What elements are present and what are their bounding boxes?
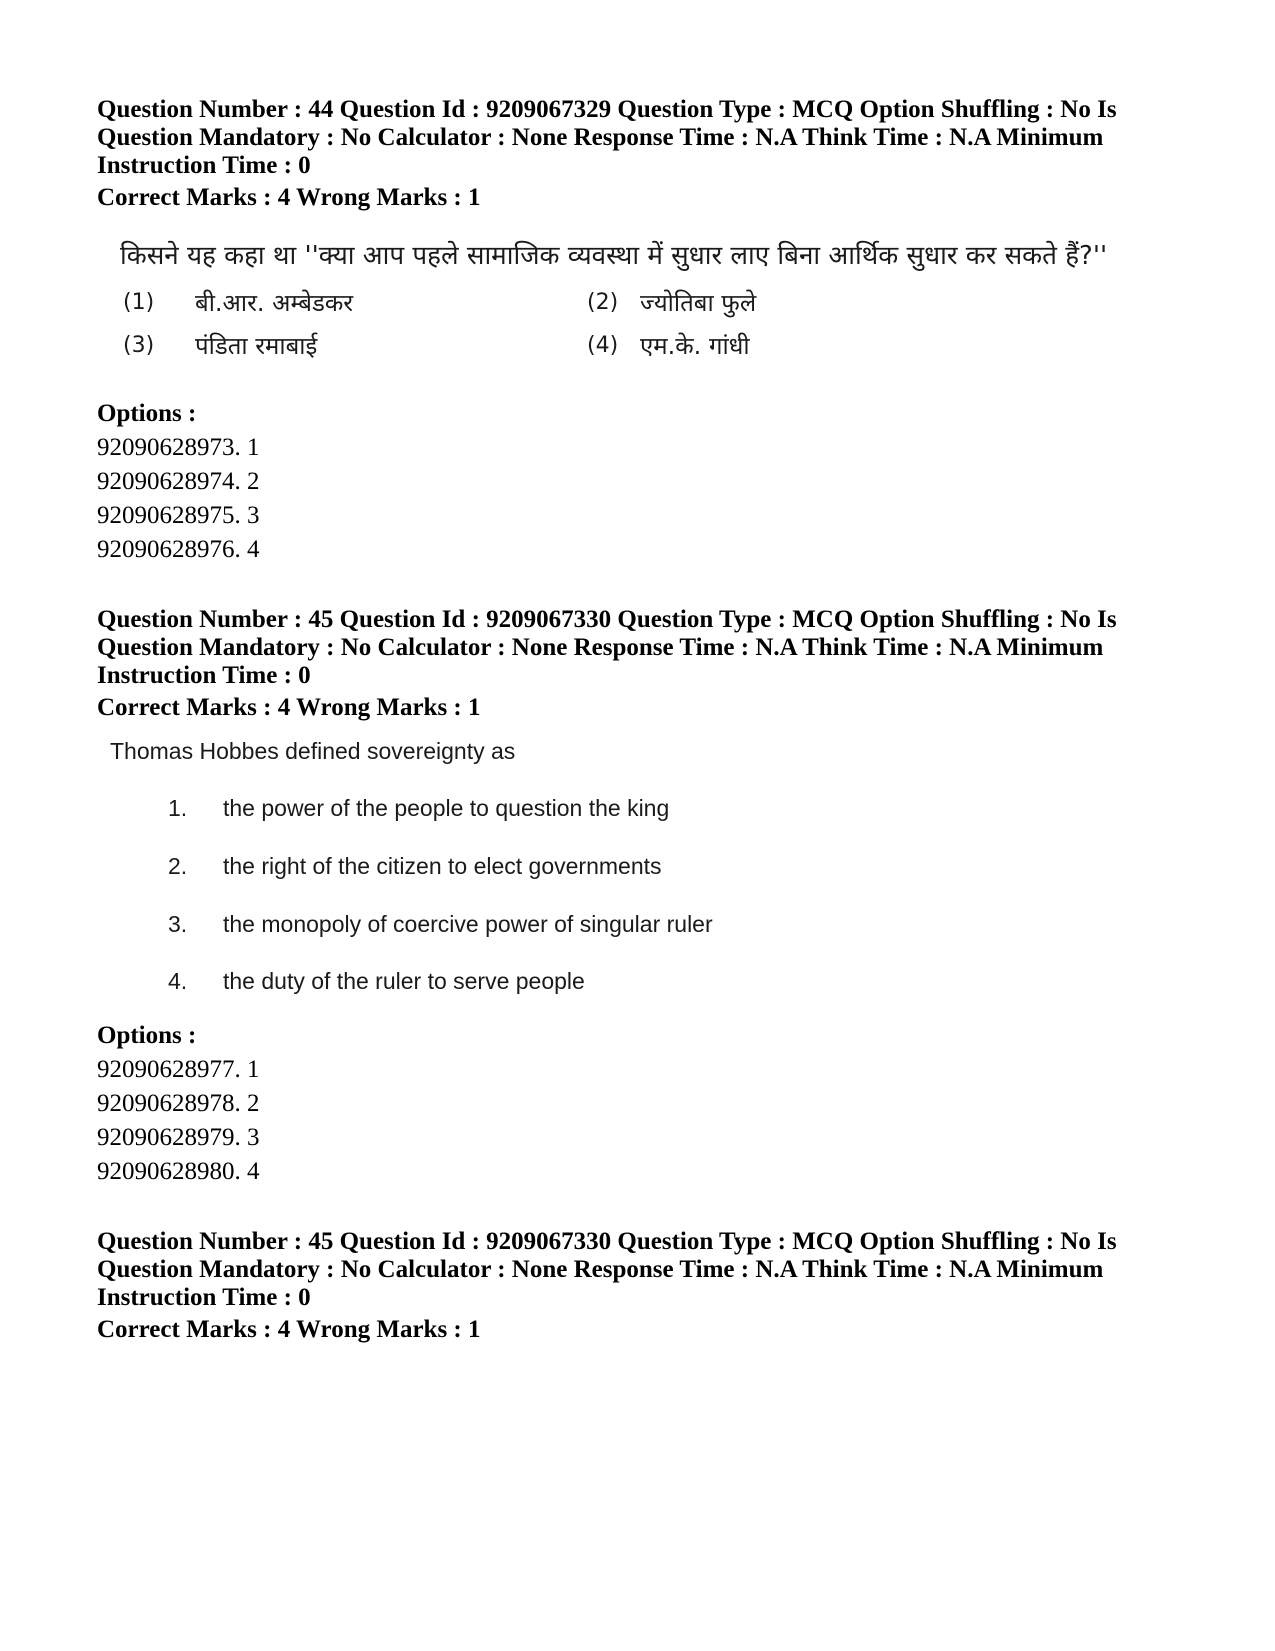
question-45-text: Thomas Hobbes defined sovereignty as	[110, 738, 516, 764]
option-item: 92090628975. 3	[97, 502, 260, 529]
choice-text: the duty of the ruler to serve people	[223, 968, 585, 994]
option-item: 92090628980. 4	[97, 1158, 260, 1185]
question-marks: Correct Marks : 4 Wrong Marks : 1	[97, 184, 481, 211]
choice-text: पंडिता रमाबाई	[195, 332, 318, 360]
question-44-header	[97, 96, 1217, 212]
choice-row	[168, 853, 868, 883]
option-item: 92090628979. 3	[97, 1124, 260, 1151]
options-label: Options :	[97, 400, 197, 427]
choice-number: (3)	[123, 333, 155, 358]
choice-number: 4.	[168, 968, 188, 994]
question-45-repeat-header	[97, 1228, 1217, 1344]
question-44-choices	[120, 286, 920, 376]
choice-text: the monopoly of coercive power of singular ruler	[223, 911, 713, 937]
question-marks: Correct Marks : 4 Wrong Marks : 1	[97, 1316, 481, 1343]
question-45-header	[97, 606, 1217, 722]
question-44-options	[97, 400, 1217, 567]
choice-number: (2)	[587, 290, 619, 315]
choice-number: 3.	[168, 911, 188, 937]
option-item: 92090628976. 4	[97, 536, 260, 563]
option-item: 92090628978. 2	[97, 1090, 260, 1117]
option-item: 92090628973. 1	[97, 434, 260, 461]
question-45-options	[97, 1022, 1217, 1189]
choice-text: the right of the citizen to elect governments	[223, 853, 662, 879]
choice-text: ज्योतिबा फुले	[640, 289, 757, 317]
choice-row	[168, 795, 868, 825]
question-meta: Question Number : 45 Question Id : 9209067330 Question Type : MCQ Option Shuffling : No Is Question Mandatory : No Calculator : None Response Time : N.A Think Time : N.A Minimum Instruction Time : 0	[97, 606, 1117, 689]
question-meta: Question Number : 45 Question Id : 9209067330 Question Type : MCQ Option Shuffling : No Is Question Mandatory : No Calculator : None Response Time : N.A Think Time : N.A Minimum Instruction Time : 0	[97, 1228, 1117, 1311]
choice-number: 2.	[168, 853, 188, 879]
choice-number: 1.	[168, 795, 188, 821]
choice-text: बी.आर. अम्बेडकर	[195, 289, 354, 317]
choice-text: the power of the people to question the king	[223, 795, 670, 821]
choice-row	[168, 968, 868, 998]
choice-number: (1)	[123, 290, 155, 315]
question-marks: Correct Marks : 4 Wrong Marks : 1	[97, 694, 481, 721]
choice-row	[168, 911, 868, 941]
question-meta: Question Number : 44 Question Id : 9209067329 Question Type : MCQ Option Shuffling : No Is Question Mandatory : No Calculator : None Response Time : N.A Think Time : N.A Minimum Instruction Time : 0	[97, 96, 1117, 179]
options-label: Options :	[97, 1022, 197, 1049]
choice-text: एम.के. गांधी	[640, 332, 750, 360]
option-item: 92090628974. 2	[97, 468, 260, 495]
choice-number: (4)	[587, 333, 619, 358]
option-item: 92090628977. 1	[97, 1056, 260, 1083]
question-44-text: किसने यह कहा था ''क्या आप पहले सामाजिक व्यवस्था में सुधार लाए बिना आर्थिक सुधार कर सकते हैं?''	[120, 241, 1108, 271]
